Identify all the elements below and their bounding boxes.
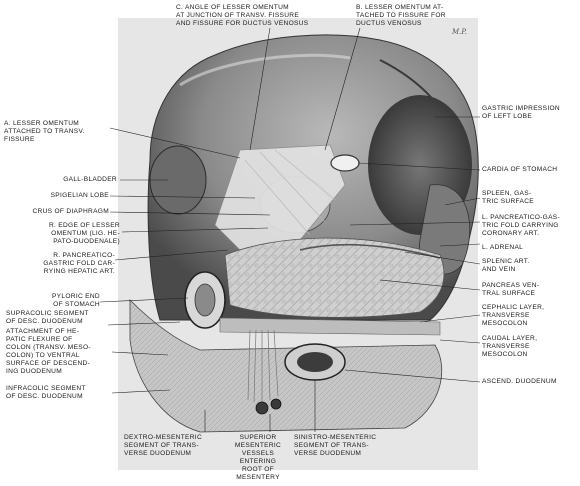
label-ascend-duodenum: ASCEND. DUODENUM xyxy=(482,378,557,385)
label-cephalic-layer: CEPHALIC LAYER, TRANSVERSE MESOCOLON xyxy=(482,304,545,327)
label-sinistro-mesenteric: SINISTRO-MESENTERIC SEGMENT OF TRANS- VERSE DUODENUM xyxy=(294,434,377,457)
label-pyloric-end: PYLORIC END OF STOMACH xyxy=(51,293,100,308)
label-infracolic-segment: INFRACOLIC SEGMENT OF DESC. DUODENUM xyxy=(6,385,86,400)
label-pancreas: PANCREAS VEN- TRAL SURFACE xyxy=(482,282,540,297)
label-spigelian-lobe: SPIGELIAN LOBE xyxy=(50,192,109,199)
label-r-pancreatico-gastric: R. PANCREATICO- GASTRIC FOLD CAR- RYING HEPATIC ART. xyxy=(43,252,115,275)
label-crus-diaphragm: CRUS OF DIAPHRAGM xyxy=(32,208,109,215)
label-caudal-layer: CAUDAL LAYER, TRANSVERSE MESOCOLON xyxy=(482,335,538,358)
superior-mesenteric-vessel xyxy=(271,399,281,409)
label-gastric-impression: GASTRIC IMPRESSION OF LEFT LOBE xyxy=(482,105,560,120)
artist-signature: M.P. xyxy=(452,28,467,36)
pancreas-shape xyxy=(225,238,444,317)
label-l-pancreatico-gastric: L. PANCREATICO-GAS- TRIC FOLD CARRYING CORONARY ART. xyxy=(482,214,560,237)
superior-mesenteric-vessel xyxy=(256,402,268,414)
label-lesser-omentum-ductus: B. LESSER OMENTUM AT- TACHED TO FISSURE FOR DUCTUS VENOSUS xyxy=(356,4,446,27)
label-dextro-mesenteric: DEXTRO-MESENTERIC SEGMENT OF TRANS- VERSE DUODENUM xyxy=(124,434,203,457)
label-superior-mesenteric: SUPERIOR MESENTERIC VESSELS ENTERING ROOT OF MESENTERY xyxy=(234,434,282,481)
cardia-shape xyxy=(331,155,359,171)
label-r-edge-lesser-omentum: R. EDGE OF LESSER OMENTUM (LIG. HE- PATO-DUODENALE) xyxy=(48,222,120,245)
label-supracolic-segment: SUPRACOLIC SEGMENT OF DESC. DUODENUM xyxy=(6,310,89,325)
label-angle-lesser-omentum: C. ANGLE OF LESSER OMENTUM AT JUNCTION OF TRANSV. FISSURE AND FISSURE FOR DUCTUS VENOSUS xyxy=(176,4,309,27)
label-splenic-art: SPLENIC ART. AND VEIN xyxy=(482,258,530,273)
label-cardia: CARDIA OF STOMACH xyxy=(482,166,558,173)
label-lesser-omentum-transv: A. LESSER OMENTUM ATTACHED TO TRANSV. FISSURE xyxy=(4,120,85,143)
label-spleen: SPLEEN, GAS- TRIC SURFACE xyxy=(482,190,534,205)
label-gall-bladder: GALL-BLADDER xyxy=(63,176,117,183)
label-l-adrenal: L. ADRENAL xyxy=(482,244,524,251)
label-attachment-hepatic-flexure: ATTACHMENT OF HE- PATIC FLEXURE OF COLON (TRANSV. MESO- COLON) TO VENTRAL SURFACE OF DESCEND- ING DUODENUM xyxy=(6,328,91,375)
